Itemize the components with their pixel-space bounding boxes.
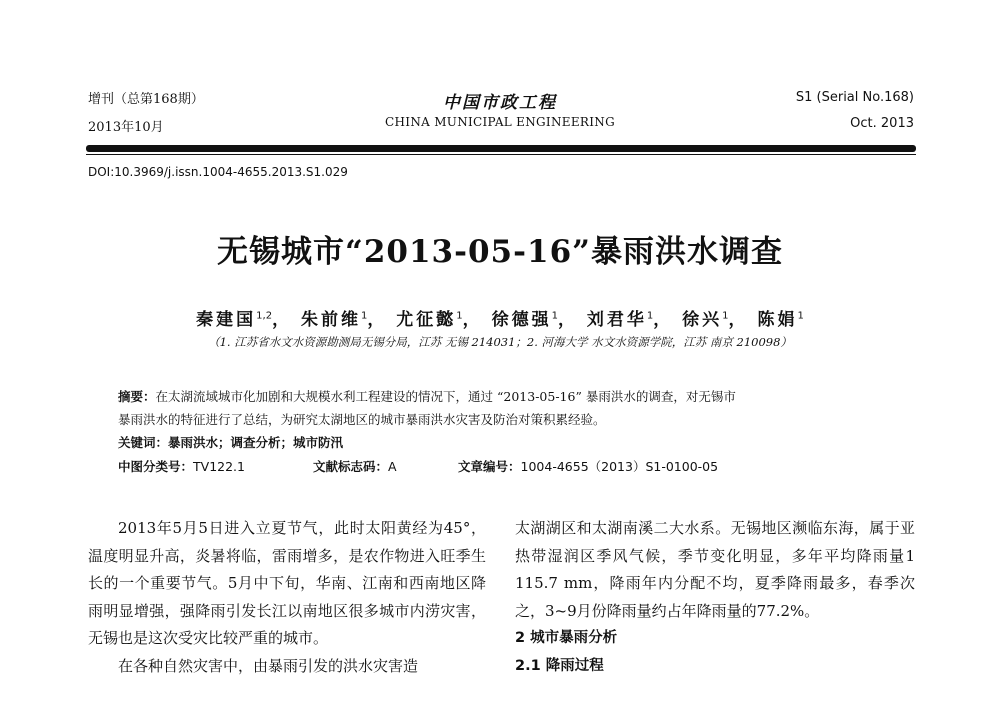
abstract-line-1: 摘要：在太湖流域城市化加剧和大规模水利工程建设的情况下，通过 “2013-05-16” 暴雨洪水的调查，对无锡市 xyxy=(118,389,736,404)
paragraph: 太湖湖区和太湖南溪二大水系。无锡地区濒临东海，属于亚热带湿润区季风气候，季节变化明显，多年平均降雨量1 115.7 mm，降雨年内分配不均，夏季降雨最多，春季次之，3~9月份降雨量约占年降雨量的77.2%。 xyxy=(515,519,915,620)
keywords-value: 暴雨洪水；调查分析；城市防汛 xyxy=(168,435,344,450)
paragraph: 2013年5月5日进入立夏节气，此时太阳黄经为45°，温度明显升高，炎暑将临，雷雨增多，是农作物进入旺季生长的一个重要节气。5月中下旬，华南、江南和西南地区降雨明显增强，强降雨引发长江以南地区很多城市内涝灾害，无锡也是这次受灾比较严重的城市。 xyxy=(88,519,486,648)
document-code: 文献标志码：A xyxy=(313,459,397,474)
doi[interactable]: DOI:10.3969/j.issn.1004-4655.2013.S1.029 xyxy=(88,165,348,179)
subsection-heading: 2.1 降雨过程 xyxy=(515,657,604,674)
issue-info: 增刊（总第168期） xyxy=(88,92,204,107)
journal-english-name: CHINA MUNICIPAL ENGINEERING xyxy=(385,115,615,129)
author: 徐兴$^1$， xyxy=(682,310,749,330)
paper-title: 无锡城市“2013-05-16”暴雨洪水调查 xyxy=(217,234,783,270)
header-rule-thick xyxy=(86,145,916,152)
author: 秦建国$^{1,2}$， xyxy=(196,310,293,330)
paragraph: 在各种自然灾害中，由暴雨引发的洪水灾害造 xyxy=(118,656,419,675)
affiliations: （1. 江苏省水文水资源勘测局无锡分局，江苏 无锡 214031；2. 河海大学 水文水资源学院，江苏 南京 210098） xyxy=(208,335,792,349)
abstract-line-2: 暴雨洪水的特征进行了总结，为研究太湖地区的城市暴雨洪水灾害及防治对策积累经验。 xyxy=(118,412,606,427)
author: 陈娟$^1$ xyxy=(757,310,804,330)
abstract-label: 摘要： xyxy=(118,389,156,404)
author: 刘君华$^1$， xyxy=(586,310,674,330)
author: 徐德强$^1$， xyxy=(491,310,578,330)
body-left-column xyxy=(88,515,486,681)
section-heading: 2 城市暴雨分析 xyxy=(515,630,618,647)
clc-number: 中图分类号：TV122.1 xyxy=(118,459,245,474)
issue-date-english: Oct. 2013 xyxy=(850,116,914,131)
body-right-column xyxy=(515,515,915,681)
serial-number: S1 (Serial No.168) xyxy=(795,90,914,105)
author-list xyxy=(0,305,1000,330)
article-number: 文章编号：1004-4655（2013）S1-0100-05 xyxy=(458,459,719,474)
author: 朱前维$^1$， xyxy=(300,310,388,330)
journal-logo: 中国市政工程 xyxy=(443,93,557,113)
author: 尤征懿$^1$， xyxy=(396,310,483,330)
keywords-label: 关键词： xyxy=(118,435,169,450)
issue-date: 2013年10月 xyxy=(88,120,164,135)
keywords xyxy=(118,433,343,451)
header-rule-thin xyxy=(86,154,916,155)
